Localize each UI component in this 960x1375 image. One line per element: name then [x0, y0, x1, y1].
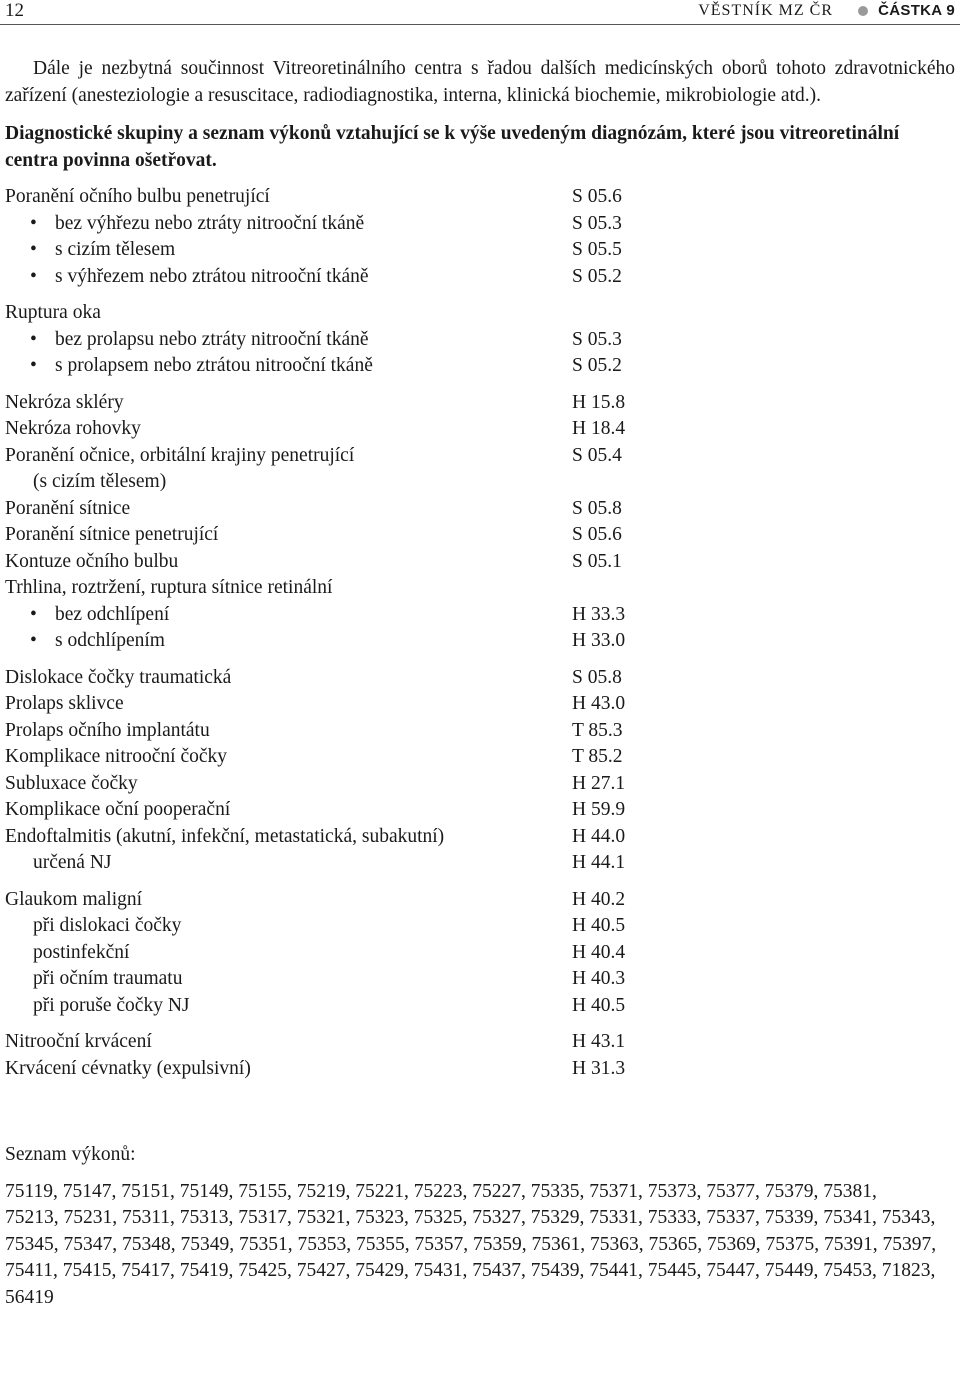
diagnosis-group: [5, 300, 955, 380]
diagnosis-code: S 05.6: [572, 186, 622, 207]
diagnosis-label: s odchlípením: [55, 630, 165, 651]
diagnosis-row: [5, 1029, 955, 1056]
diagnosis-label: Prolaps sklivce: [5, 693, 124, 714]
diagnosis-label: Glaukom maligní: [5, 888, 143, 910]
diagnosis-row: [5, 264, 955, 291]
diagnosis-row: [5, 718, 955, 745]
procedures-title: Seznam výkonů:: [5, 1144, 136, 1165]
diagnosis-code: S 05.1: [572, 550, 622, 572]
diagnosis-row: [5, 744, 955, 771]
diagnosis-code: H 43.1: [572, 1031, 626, 1052]
page-content: [5, 56, 955, 1311]
bullet-icon: •: [30, 239, 37, 260]
diagnosis-label: Kontuze očního bulbu: [5, 550, 179, 572]
diagnosis-group: [5, 184, 955, 290]
diagnosis-code: H 59.9: [572, 799, 626, 820]
intro-paragraph: Dále je nezbytná součinnost Vitreoretinálního centra s řadou dalších medicínských oborů tohoto zdravotnického zařízení (anesteziologie a resuscitace, radiodiagnostika, interna, klinická biochemie, mikrobiologie atd.).: [5, 58, 955, 106]
diagnosis-row: [5, 1056, 955, 1083]
diagnosis-label: při dislokaci čočky: [33, 915, 182, 936]
diagnosis-code: H 15.8: [572, 391, 626, 413]
diagnosis-code: H 18.4: [572, 418, 626, 439]
diagnosis-label: Trhlina, roztržení, ruptura sítnice retinální: [5, 577, 333, 598]
diagnosis-row: [5, 469, 955, 496]
diagnosis-label: Poranění očního bulbu penetrující: [5, 186, 270, 207]
diagnosis-row: [5, 443, 955, 470]
bullet-icon: •: [30, 630, 37, 651]
diagnosis-label: bez výhřezu nebo ztráty nitrooční tkáně: [55, 212, 365, 234]
diagnosis-group: [5, 887, 955, 1020]
diagnosis-row: [5, 691, 955, 718]
diagnosis-row: [5, 549, 955, 576]
section-heading: Diagnostické skupiny a seznam výkonů vztahující se k výše uvedeným diagnózám, které jsou vitreoretinální centra povinna ošetřovat.: [5, 123, 900, 171]
diagnosis-code: S 05.5: [572, 239, 622, 260]
diagnosis-label: Komplikace oční pooperační: [5, 799, 231, 820]
diagnosis-row: [5, 993, 955, 1020]
diagnosis-label: bez prolapsu nebo ztráty nitrooční tkáně: [55, 328, 369, 350]
diagnosis-code: T 85.3: [572, 719, 623, 741]
diagnosis-code: H 33.3: [572, 603, 626, 625]
diagnosis-label: s výhřezem nebo ztrátou nitrooční tkáně: [55, 265, 369, 287]
diagnosis-label: Poranění očnice, orbitální krajiny penetrující: [5, 444, 355, 466]
issue-part: ČÁSTKA 9: [878, 2, 955, 19]
diagnosis-label: Dislokace čočky traumatická: [5, 666, 232, 688]
diagnosis-row: [5, 353, 955, 380]
diagnosis-label: Ruptura oka: [5, 302, 101, 323]
diagnosis-row: [5, 184, 955, 211]
diagnosis-label: při očním traumatu: [33, 968, 183, 989]
diagnosis-row: [5, 824, 955, 851]
diagnosis-code: H 40.4: [572, 941, 626, 963]
diagnosis-row: [5, 416, 955, 443]
diagnosis-row: [5, 496, 955, 523]
diagnosis-row: [5, 940, 955, 967]
diagnosis-code: H 27.1: [572, 772, 626, 794]
diagnosis-code: S 05.3: [572, 328, 622, 350]
diagnosis-label: určená NJ: [33, 852, 112, 873]
diagnosis-code: H 40.5: [572, 994, 626, 1016]
diagnosis-code: S 05.3: [572, 212, 622, 234]
procedures-list-2: 75213, 75231, 75311, 75313, 75317, 75321, 75323, 75325, 75327, 75329, 75331, 75333, 75337, 75339, 75341, 75343, 75345, 75347, 75348, 75349, 75351, 75353, 75355, 75357, 75359, 75361, 75363, 75365, 75369, 75375, 75391, 75397, 75411, 75415, 75417, 75419, 75425, 75427, 75429, 75431, 75437, 75439, 75441, 75445, 75447, 75449, 75453, 71823, 56419: [5, 1207, 937, 1308]
diagnosis-code: S 05.8: [572, 666, 622, 688]
diagnosis-row: [5, 887, 955, 914]
diagnosis-row: [5, 665, 955, 692]
diagnosis-row: [5, 327, 955, 354]
diagnosis-label: Endoftalmitis (akutní, infekční, metastatická, subakutní): [5, 825, 445, 847]
diagnosis-row: [5, 913, 955, 940]
diagnosis-group: [5, 665, 955, 877]
diagnosis-code: S 05.6: [572, 524, 622, 545]
spacer: [5, 1092, 955, 1142]
diagnosis-label: Nitrooční krvácení: [5, 1031, 152, 1052]
bullet-icon: •: [30, 355, 37, 376]
diagnosis-label: při poruše čočky NJ: [33, 994, 190, 1016]
procedures-list-1: 75119, 75147, 75151, 75149, 75155, 75219, 75221, 75223, 75227, 75335, 75371, 75373, 75377, 75379, 75381,: [5, 1180, 877, 1202]
diagnosis-code: H 44.0: [572, 825, 626, 847]
diagnosis-row: [5, 628, 955, 655]
diagnosis-label: s prolapsem nebo ztrátou nitrooční tkáně: [55, 355, 373, 376]
diagnosis-code: S 05.4: [572, 444, 622, 466]
diagnosis-group: [5, 1029, 955, 1082]
diagnosis-list: [5, 184, 955, 1082]
bullet-icon: •: [30, 212, 37, 234]
page-header: [0, 0, 960, 25]
diagnosis-label: Nekróza rohovky: [5, 418, 141, 439]
diagnosis-row: [5, 797, 955, 824]
diagnosis-row: [5, 237, 955, 264]
diagnosis-group: [5, 390, 955, 655]
diagnosis-code: H 44.1: [572, 852, 626, 873]
diagnosis-code: H 31.3: [572, 1057, 626, 1079]
diagnosis-code: T 85.2: [572, 746, 623, 767]
diagnosis-label: Nekróza skléry: [5, 391, 124, 413]
diagnosis-row: [5, 522, 955, 549]
page-number: 12: [5, 0, 24, 21]
diagnosis-code: H 33.0: [572, 630, 626, 651]
diagnosis-label: s cizím tělesem: [55, 239, 176, 260]
diagnosis-label: Krvácení cévnatky (expulsivní): [5, 1057, 251, 1079]
diagnosis-label: Prolaps očního implantátu: [5, 719, 210, 741]
diagnosis-label: Poranění sítnice: [5, 497, 131, 519]
diagnosis-row: [5, 575, 955, 602]
diagnosis-code: H 40.5: [572, 915, 626, 936]
bullet-icon: •: [30, 603, 37, 625]
diagnosis-label: bez odchlípení: [55, 603, 170, 625]
diagnosis-code: H 40.3: [572, 968, 626, 989]
header-dot-icon: [858, 6, 868, 16]
diagnosis-row: [5, 850, 955, 877]
diagnosis-row: [5, 211, 955, 238]
diagnosis-label: Komplikace nitrooční čočky: [5, 746, 228, 767]
diagnosis-label: Poranění sítnice penetrující: [5, 524, 219, 545]
bullet-icon: •: [30, 265, 37, 287]
diagnosis-row: [5, 966, 955, 993]
bullet-icon: •: [30, 328, 37, 350]
diagnosis-row: [5, 390, 955, 417]
diagnosis-code: H 40.2: [572, 888, 626, 910]
diagnosis-code: H 43.0: [572, 693, 626, 714]
diagnosis-row: [5, 602, 955, 629]
diagnosis-code: S 05.8: [572, 497, 622, 519]
diagnosis-label: (s cizím tělesem): [33, 471, 167, 492]
diagnosis-label: Subluxace čočky: [5, 772, 138, 794]
diagnosis-label: postinfekční: [33, 941, 130, 963]
diagnosis-row: [5, 300, 955, 327]
diagnosis-row: [5, 771, 955, 798]
diagnosis-code: S 05.2: [572, 265, 622, 287]
journal-title: VĚSTNÍK MZ ČR: [698, 2, 833, 19]
diagnosis-code: S 05.2: [572, 355, 622, 376]
